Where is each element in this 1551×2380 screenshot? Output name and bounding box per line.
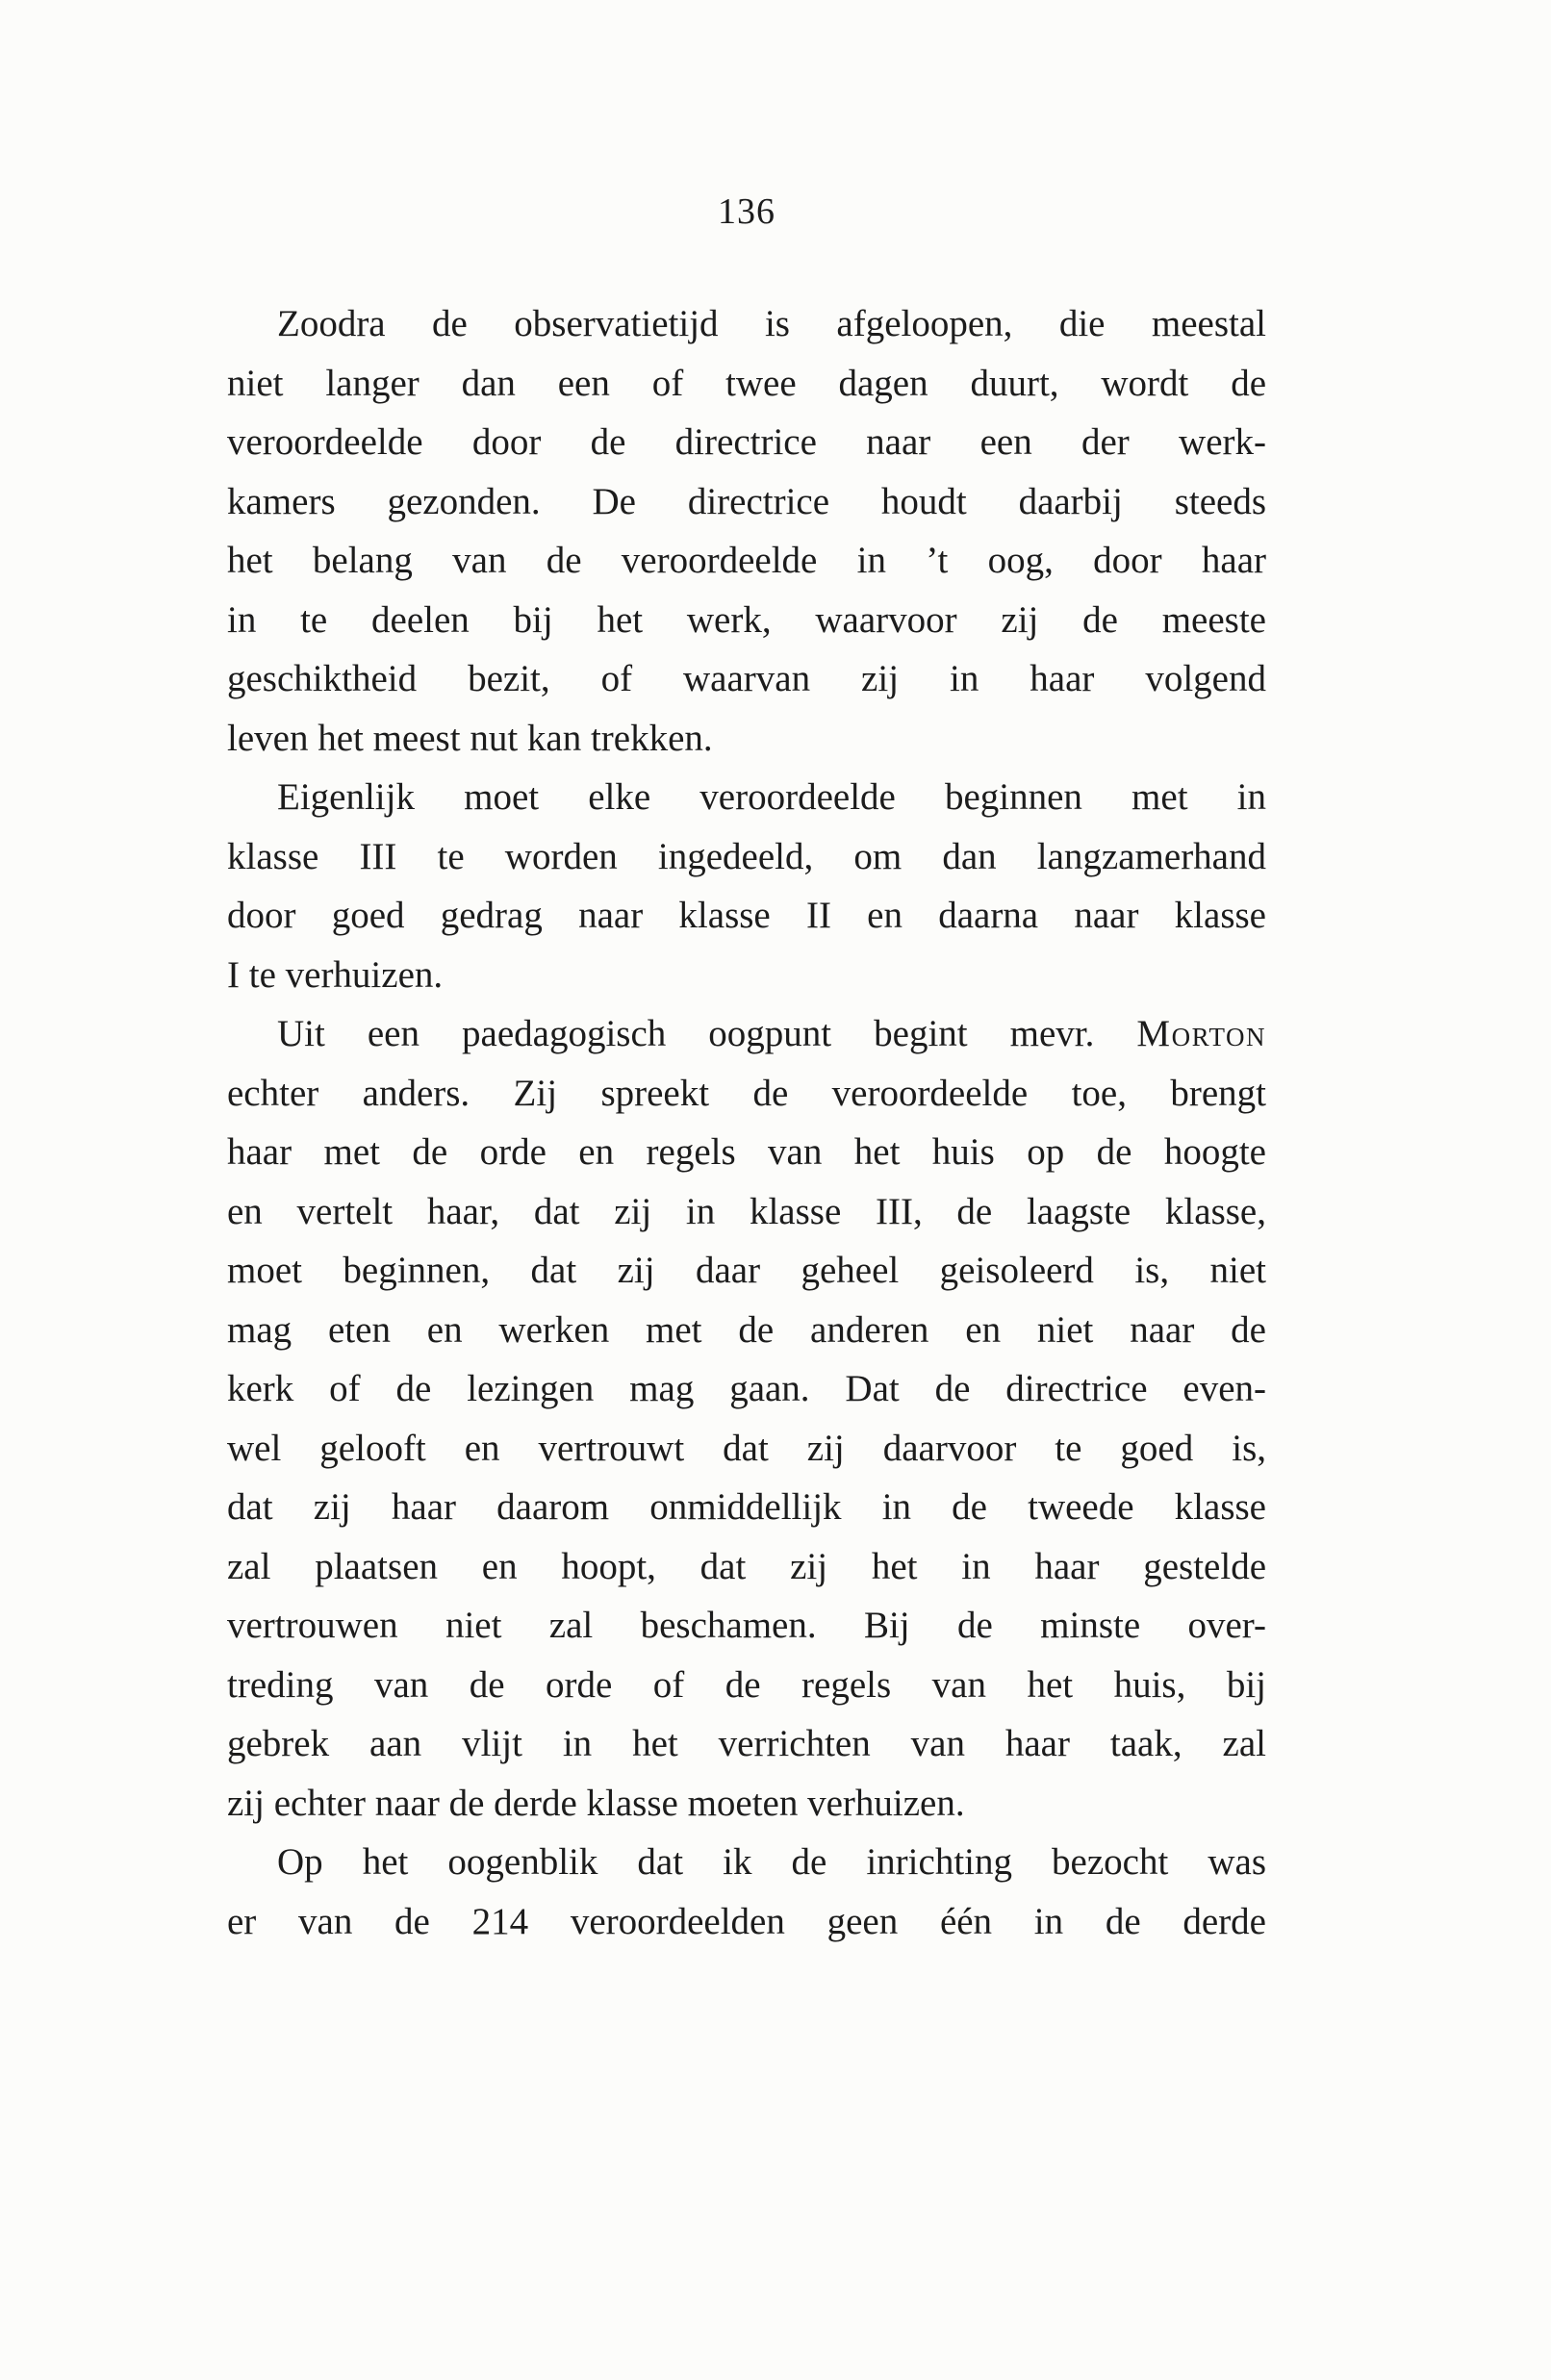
text-line: kerk of de lezingen mag gaan. Dat de directrice even-: [227, 1368, 1266, 1409]
text-line: echter anders. Zij spreekt de veroordeelde toe, brengt: [227, 1072, 1266, 1114]
text-line: zij echter naar de derde klasse moeten verhuizen.: [227, 1782, 965, 1824]
text-line: dat zij haar daarom onmiddellijk in de tweede klasse: [227, 1486, 1266, 1528]
text-line: moet beginnen, dat zij daar geheel geisoleerd is, niet: [227, 1250, 1266, 1291]
text-line: treding van de orde of de regels van het huis, bij: [227, 1663, 1266, 1706]
text-line: niet langer dan een of twee dagen duurt, wordt de: [227, 362, 1266, 404]
text-line: er van de 214 veroordeelden geen één in de derde: [227, 1900, 1266, 1942]
text-line: I te verhuizen.: [227, 953, 444, 996]
text-line: veroordeelde door de directrice naar een der werk-: [227, 421, 1266, 463]
text-line: kamers gezonden. De directrice houdt daarbij steeds: [227, 480, 1266, 522]
text-line: Zoodra de observatietijd is afgeloopen, die meestal: [277, 303, 1266, 344]
text-line: in te deelen bij het werk, waarvoor zij de meeste: [227, 598, 1266, 641]
text-line: Op het oogenblik dat ik de inrichting bezocht was: [277, 1841, 1266, 1883]
text-line: klasse III te worden ingedeeld, om dan langzamerhand: [227, 835, 1266, 877]
paragraph: [227, 294, 1266, 768]
text-line: [227, 1004, 1266, 1064]
text-block: [227, 294, 1266, 1951]
morton-name: Morton: [1136, 1013, 1266, 1054]
text-line: wel gelooft en vertrouwt dat zij daarvoor te goed is,: [227, 1427, 1266, 1469]
paragraph: [227, 768, 1266, 1004]
text-line: mag eten en werken met de anderen en niet naar de: [227, 1308, 1266, 1351]
text-line: haar met de orde en regels van het huis op de hoogte: [227, 1131, 1266, 1173]
text-line: vertrouwen niet zal beschamen. Bij de minste over-: [227, 1605, 1266, 1646]
text-line: leven het meest nut kan trekken.: [227, 717, 713, 759]
text-line: gebrek aan vlijt in het verrichten van haar taak, zal: [227, 1723, 1266, 1764]
text-line: het belang van de veroordeelde in ’t oog, door haar: [227, 540, 1266, 581]
text-line: en vertelt haar, dat zij in klasse III, de laagste klasse,: [227, 1190, 1266, 1232]
text-line: door goed gedrag naar klasse II en daarna naar klasse: [227, 895, 1266, 936]
text-line: geschiktheid bezit, of waarvan zij in haar volgend: [227, 658, 1266, 699]
paragraph: [227, 1833, 1266, 1951]
text-segment: Uit een paedagogisch oogpunt begint mevr.: [277, 1013, 1137, 1054]
text-line: zal plaatsen en hoopt, dat zij het in haar gestelde: [227, 1545, 1266, 1587]
text-line: Eigenlijk moet elke veroordeelde beginnen met in: [277, 776, 1266, 818]
page-number: 136: [718, 191, 776, 232]
paragraph: [227, 1004, 1266, 1833]
